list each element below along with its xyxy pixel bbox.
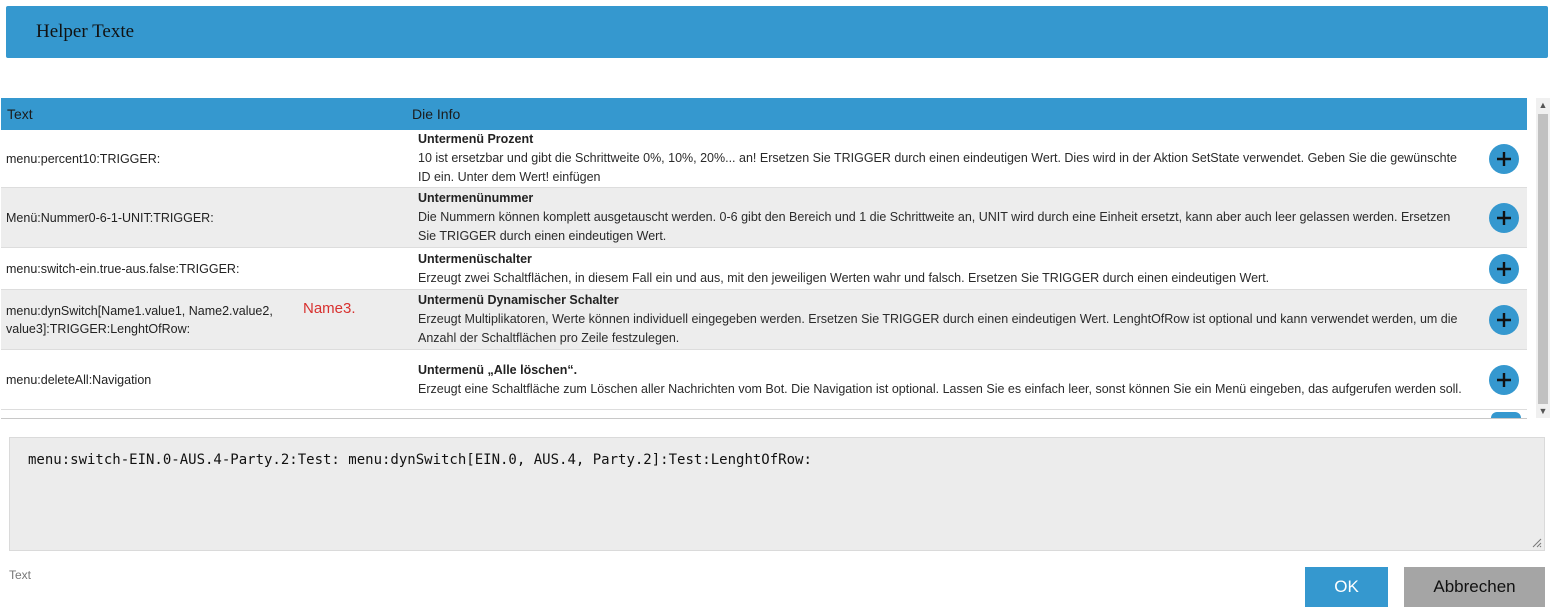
row-text: Menü:Nummer0-6-1-UNIT:TRIGGER: [6,210,214,225]
table-row [1,188,1527,248]
column-header-info: Die Info [412,106,461,122]
chevron-up-icon[interactable]: ▲ [1538,100,1548,110]
row-info-title: Untermenünummer [418,191,534,205]
row-text [1,299,412,338]
resize-grip-icon[interactable] [1530,536,1542,548]
add-button[interactable] [1489,144,1519,174]
dialog-header [6,6,1548,58]
editor-content: menu:switch-EIN.0-AUS.4-Party.2:Test: menu:dynSwitch[EIN.0, AUS.4, Party.2]:Test:LenghtOfRow: [28,452,812,468]
ok-button[interactable]: OK [1305,567,1388,607]
row-text: menu:switch-ein.true-aus.false:TRIGGER: [6,261,240,276]
plus-icon [1496,210,1512,226]
table-row [1,248,1527,290]
row-info-desc: Erzeugt eine Schaltfläche zum Löschen aller Nachrichten vom Bot. Die Navigation ist optional. Lassen Sie es einfach leer, sonst können Sie ein Menü eingeben, das aufgerufen werden soll. [418,381,1462,396]
dialog-title: Helper Texte [36,21,135,42]
row-info-title: Untermenü „Alle löschen“. [418,362,578,377]
add-button[interactable] [1489,365,1519,395]
row-info-desc: Erzeugt zwei Schaltflächen, in diesem Fall ein und aus, mit den jeweiligen Werten wahr und falsch. Ersetzen Sie TRIGGER durch einen eindeutigen Wert. [418,270,1270,285]
row-info [412,248,1481,290]
row-text-value: menu:dynSwitch[Name1.value1, Name2.value2, value3]:TRIGGER:LenghtOfRow: [6,303,273,336]
cancel-button[interactable]: Abbrechen [1404,567,1545,607]
table-row [1,130,1527,188]
add-button[interactable] [1489,254,1519,284]
add-button-partial[interactable] [1491,412,1521,418]
plus-icon [1496,151,1512,167]
plus-icon [1496,372,1512,388]
row-info [412,187,1481,248]
add-button[interactable] [1489,203,1519,233]
row-info-desc: Erzeugt Multiplikatoren, Werte können individuell eingegeben werden. Ersetzen Sie TRIGGER durch einen eindeutigen Wert. LenghtOfRow ist optional und kann verwendet werden, um die Anzahl der Schaltflächen pro Zeile festzulegen. [418,312,1458,345]
add-button[interactable] [1489,305,1519,335]
helper-table [1,98,1527,419]
annotation-note: Name3. [303,299,356,317]
row-info [412,128,1481,189]
row-info-title: Untermenüschalter [418,251,532,266]
text-editor[interactable] [9,437,1545,551]
chevron-down-icon[interactable]: ▼ [1538,406,1548,416]
field-label: Text [9,568,32,582]
table-row [1,350,1527,410]
table-header [1,98,1527,130]
row-text: menu:deleteAll:Navigation [6,372,152,387]
row-info-desc: Die Nummern können komplett ausgetauscht werden. 0-6 gibt den Bereich und 1 die Schrittweite an, UNIT wird durch eine Einheit ersetzt, kann aber auch leer gelassen werden. Ersetzen Sie TRIGGER durch einen eindeutigen Wert. [418,210,1451,243]
table-scrollbar[interactable] [1536,98,1550,418]
plus-icon [1496,312,1512,328]
column-header-text: Text [7,106,33,122]
row-info-title: Untermenü Dynamischer Schalter [418,293,619,307]
row-text: menu:percent10:TRIGGER: [6,151,161,166]
scrollbar-thumb[interactable] [1538,114,1548,404]
row-info [412,289,1481,350]
row-info-desc: 10 ist ersetzbar und gibt die Schrittweite 0%, 10%, 20%... an! Ersetzen Sie TRIGGER durch einen eindeutigen Wert. Dies wird in der Aktion SetState verwendet. Geben Sie die gewünschte ID ein. Unter dem Wert! einfügen [418,151,1457,184]
row-info-title: Untermenü Prozent [418,132,534,146]
table-row [1,290,1527,350]
plus-icon [1496,261,1512,277]
row-info [412,359,1481,401]
